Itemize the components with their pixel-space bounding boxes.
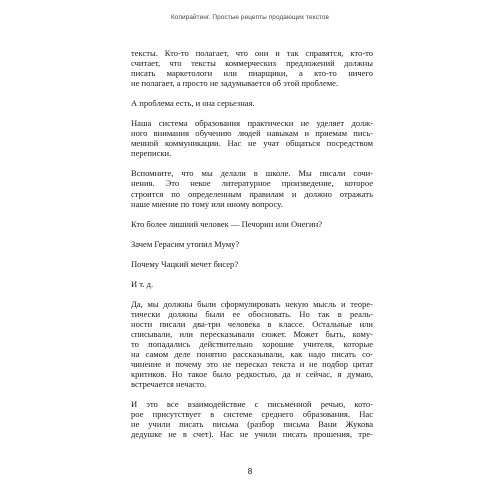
text-line: Вспомните, что мы делали в школе. Мы писали сочи-: [131, 168, 373, 179]
page-number: 8: [247, 466, 253, 476]
text-line: дедушке не в счет). Нас не учили писать прошения, тре-: [131, 429, 373, 440]
text-line: И т. д.: [131, 278, 154, 289]
paragraph: [131, 259, 373, 269]
text-line: строится по определенным правилам и должно отражать: [131, 188, 373, 199]
text-line: списывали, или пересказывали сюжет. Может быть, кому-: [131, 328, 373, 339]
text-line: менной коммуникации. Нас не учат общаться посредством: [131, 138, 373, 149]
body-text: [131, 48, 373, 449]
text-line: на самом деле понятно рассказывали, как надо писать со-: [131, 349, 373, 360]
text-line: рое присутствует в системе среднего образования. Нас: [131, 409, 373, 420]
text-line: встречается нечасто.: [131, 379, 207, 390]
text-line: критиков. Но такое было редкостью, да и сейчас, я думаю,: [131, 369, 373, 380]
paragraph: [131, 239, 373, 249]
paragraph: [131, 399, 373, 439]
text-line: Да, мы должны были сформулировать некую мысль и теоре-: [131, 298, 373, 309]
text-line: то попадались действительно хорошие учителя, которые: [131, 338, 373, 349]
paragraph: [131, 168, 373, 208]
text-line: тически должны были ее обосновать. Но так в реаль-: [131, 308, 373, 319]
paragraph: [131, 48, 373, 88]
text-line: А проблема есть, и она серьезная.: [131, 98, 255, 109]
text-line: тексты. Кто-то полагает, что они и так справятся, кто-то: [131, 48, 373, 58]
text-line: Наша система образования практически не уделяет долж-: [131, 118, 373, 129]
paragraph: [131, 299, 373, 389]
text-line: Кто более лишний человек — Печорин или Онегин?: [131, 218, 322, 229]
text-line: ного внимания обучению людей навыкам и приемам пись-: [131, 128, 373, 139]
text-line: считает, что тексты коммерческих предложений должны: [131, 58, 373, 69]
paragraph: [131, 219, 373, 229]
text-line: чинение и почему это не пересказ текста и не подбор цитат: [131, 359, 373, 370]
text-line: И это все взаимодействие с письменной речью, кото-: [131, 399, 373, 410]
paragraph: [131, 279, 373, 289]
text-line: наше мнение по тому или иному вопросу.: [131, 198, 283, 209]
text-line: не учили писать письма (разбор письма Вани Жукова: [131, 419, 373, 430]
text-line: Почему Чацкий мечет бисер?: [131, 258, 239, 269]
text-line: нения. Это некое литературное произведение, которое: [131, 178, 373, 189]
paragraph: [131, 98, 373, 108]
text-line: не полагает, а просто не задумывается об этой проблеме.: [131, 78, 339, 89]
text-line: Зачем Герасим утопил Муму?: [131, 238, 240, 249]
running-header: Копирайтинг. Простые рецепты продающих текстов: [170, 14, 330, 21]
text-line: переписки.: [131, 148, 172, 159]
text-line: ности писали два-три человека в классе. Остальные или: [131, 318, 373, 329]
text-line: писать маркетологи или пиарщики, а кто-то ничего: [131, 68, 373, 79]
paragraph: [131, 118, 373, 158]
